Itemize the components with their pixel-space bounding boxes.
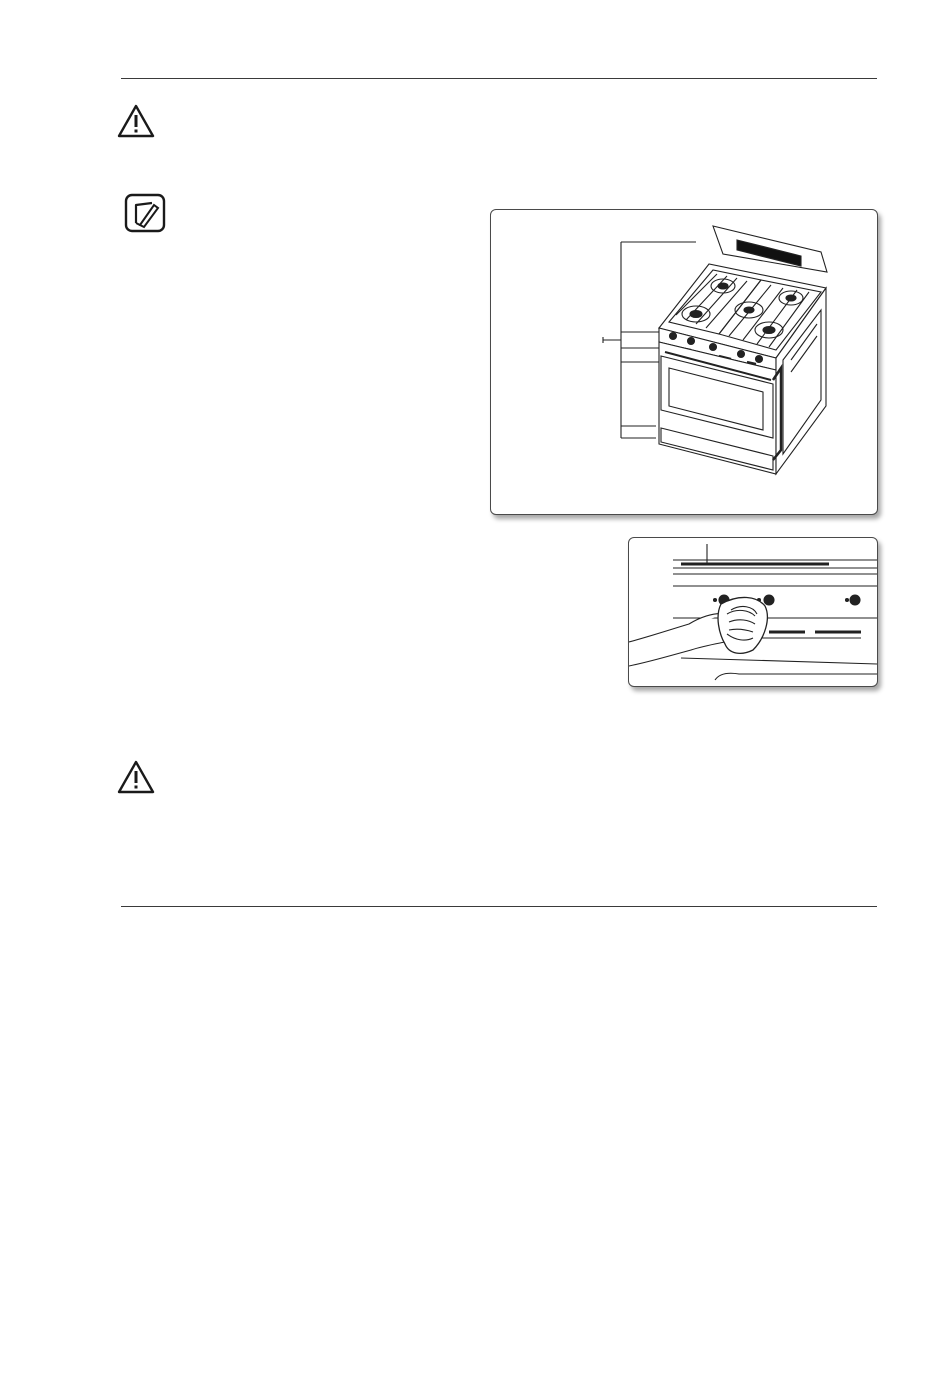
- wiping-illustration: [629, 538, 877, 686]
- warning-icon: [117, 760, 155, 794]
- section-divider-top: [121, 78, 877, 79]
- wiping-panel-figure: [628, 537, 878, 687]
- range-overview-figure: [490, 209, 878, 515]
- warning-icon: [117, 104, 155, 138]
- range-illustration: [491, 210, 877, 514]
- section-divider-bottom: [121, 906, 877, 907]
- note-icon: [124, 193, 166, 233]
